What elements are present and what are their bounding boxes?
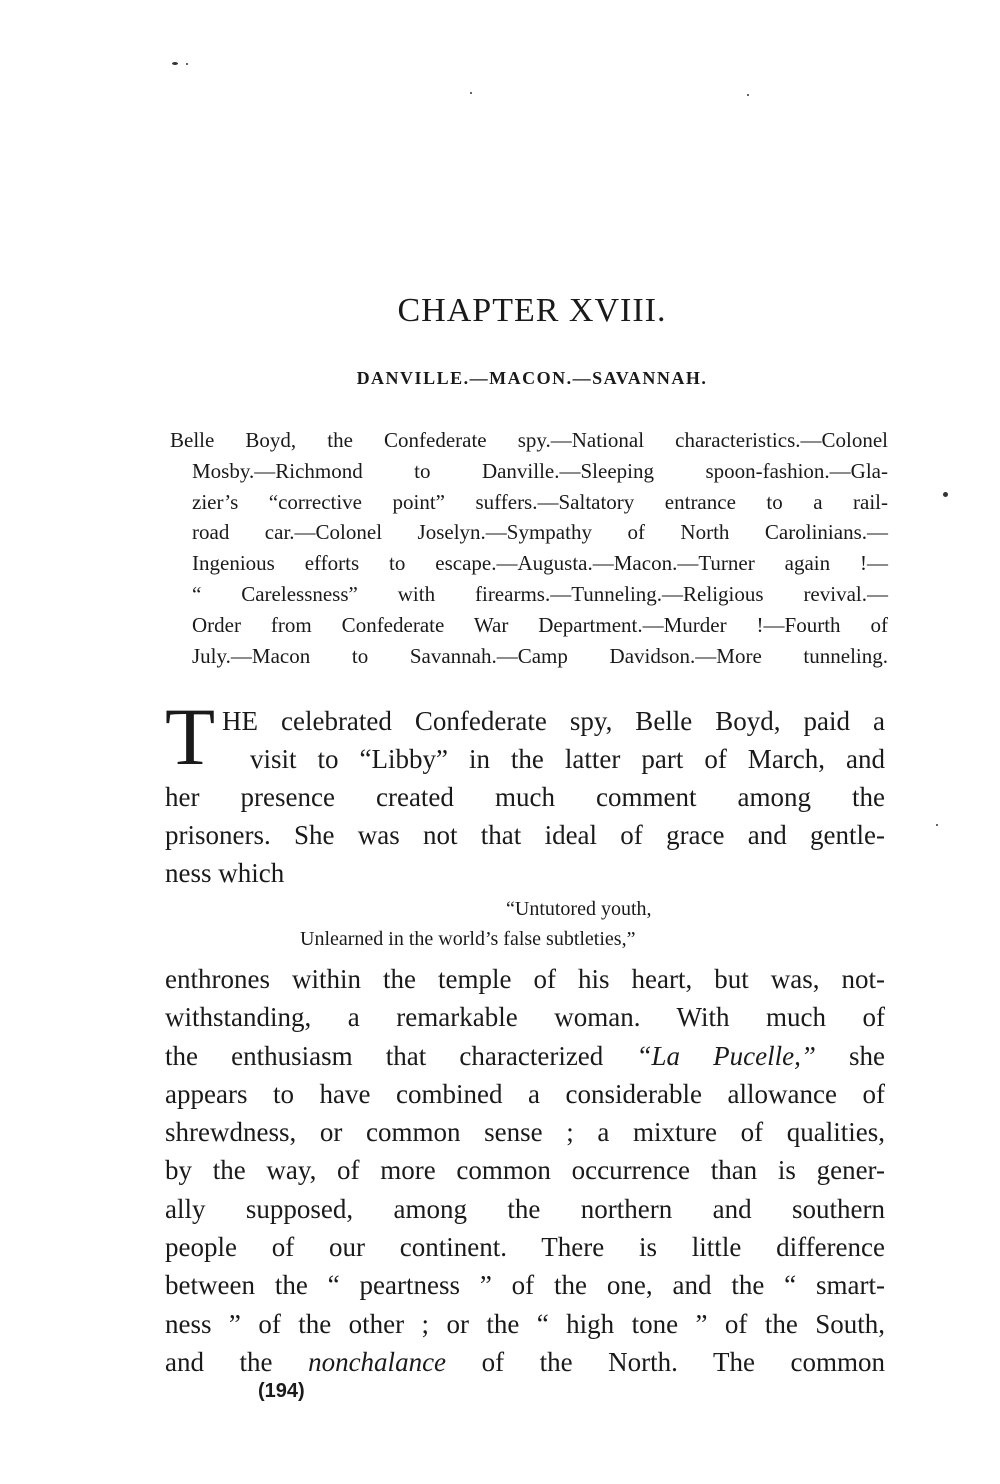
- body-line: by the way, of more common occurrence than is gener-: [165, 1155, 885, 1186]
- synopsis-line: Mosby.—Richmond to Danville.—Sleeping spoon-fashion.—Gla-: [192, 458, 888, 483]
- italic-phrase: “La Pucelle,”: [636, 1040, 816, 1071]
- body-text-run: she: [815, 1040, 885, 1071]
- page-number: (194): [258, 1380, 305, 1402]
- body-line: appears to have combined a considerable allowance of: [165, 1078, 885, 1109]
- synopsis-line: zier’s “corrective point” suffers.—Saltatory entrance to a rail-: [192, 489, 888, 514]
- opening-lines: [222, 702, 885, 778]
- chapter-synopsis: [170, 425, 888, 671]
- body-line: ally supposed, among the northern and southern: [165, 1193, 885, 1224]
- body-line: ness ” of the other ; or the “ high tone ” of the South,: [165, 1308, 885, 1339]
- ink-speck: [943, 492, 948, 497]
- body-line: withstanding, a remarkable woman. With much of: [165, 1002, 885, 1033]
- body-line: people of our continent. There is little difference: [165, 1232, 885, 1263]
- italic-phrase: nonchalance: [308, 1346, 447, 1377]
- synopsis-line: Order from Confederate War Department.—Murder !—Fourth of: [192, 612, 888, 637]
- ink-speck: [186, 63, 188, 65]
- synopsis-line: July.—Macon to Savannah.—Camp Davidson.—More tunneling.: [192, 643, 888, 668]
- ink-speck: [172, 62, 178, 65]
- synopsis-line: road car.—Colonel Joselyn.—Sympathy of North Carolinians.—: [192, 520, 888, 545]
- body-line: [165, 1037, 885, 1075]
- body-text-run: of the North. The common: [446, 1346, 885, 1377]
- synopsis-line: Ingenious efforts to escape.—Augusta.—Macon.—Turner again !—: [192, 551, 888, 576]
- body-line: prisoners. She was not that ideal of grace and gentle-: [165, 820, 885, 851]
- drop-cap: T: [165, 691, 216, 782]
- ink-speck: [747, 94, 749, 96]
- body-line: between the “ peartness ” of the one, and the “ smart-: [165, 1270, 885, 1301]
- body-line: visit to “Libby” in the latter part of March, and: [250, 744, 885, 775]
- body-line: HE celebrated Confederate spy, Belle Boyd, paid a: [222, 706, 885, 736]
- body-line: enthrones within the temple of his heart, but was, not-: [165, 964, 885, 994]
- body-line: [165, 1343, 885, 1381]
- synopsis-line: “ Carelessness” with firearms.—Tunneling.—Religious revival.—: [192, 581, 888, 606]
- body-line: shrewdness, or common sense ; a mixture of qualities,: [165, 1117, 885, 1148]
- body-line: her presence created much comment among the: [165, 782, 885, 812]
- paragraph-2: [165, 960, 885, 1381]
- chapter-title: CHAPTER XVIII.: [397, 292, 667, 329]
- quote-line: “Untutored youth,: [506, 898, 652, 920]
- body-text-run: and the: [165, 1346, 309, 1377]
- chapter-subtitle: DANVILLE.—MACON.—SAVANNAH.: [356, 368, 708, 388]
- verse-quote: [0, 894, 1000, 954]
- quote-line: Unlearned in the world’s false subtleties,”: [300, 928, 636, 950]
- body-text-run: the enthusiasm that characterized: [165, 1040, 637, 1071]
- synopsis-line: Belle Boyd, the Confederate spy.—National characteristics.—Colonel: [170, 428, 888, 452]
- ink-speck: [470, 92, 472, 94]
- paragraph-1: [165, 778, 885, 893]
- body-line: ness which: [165, 858, 285, 889]
- ink-speck: [936, 824, 938, 826]
